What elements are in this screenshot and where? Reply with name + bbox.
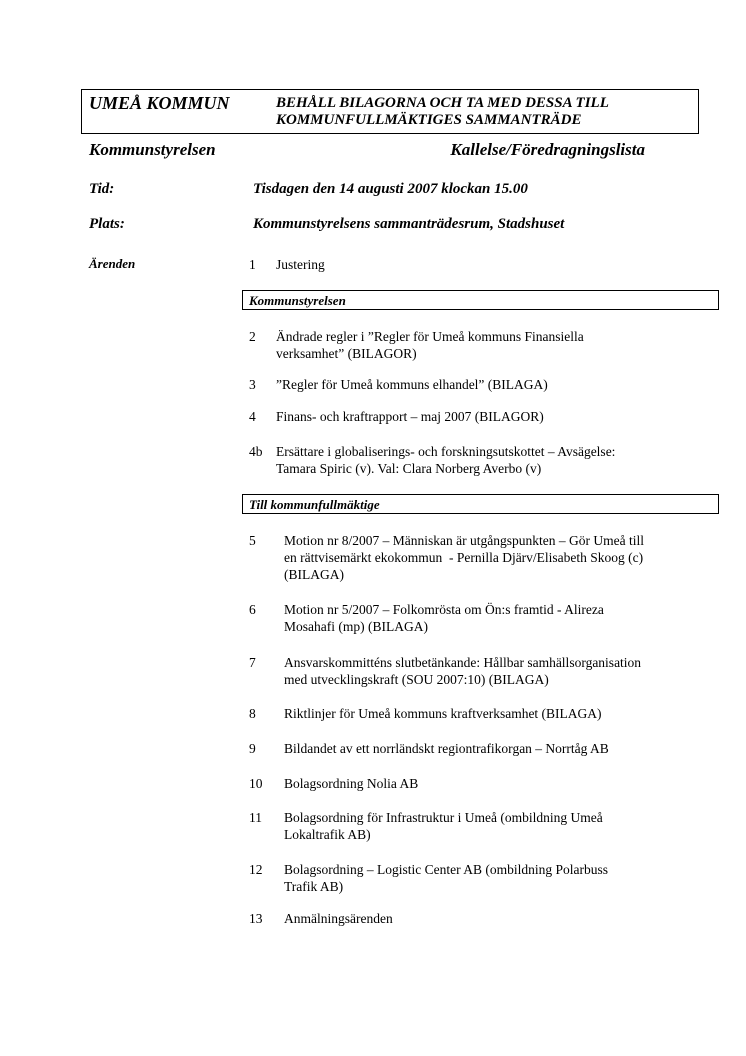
agenda-item-text (284, 809, 720, 843)
agenda-item-number: 8 (249, 706, 256, 721)
agenda-item-line: Mosahafi (mp) (BILAGA) (284, 619, 428, 634)
agenda-item-line: Finans- och kraftrapport – maj 2007 (BILAGOR) (276, 409, 544, 424)
agenda-item-text (276, 408, 720, 425)
agenda-item-line: Motion nr 5/2007 – Folkomrösta om Ön:s framtid - Alireza (284, 602, 604, 617)
agenda-item-line: Bolagsordning Nolia AB (284, 776, 419, 791)
agenda-item-number: 1 (249, 257, 256, 272)
agenda-item-number: 6 (249, 602, 256, 617)
section-header: Kommunstyrelsen (242, 290, 719, 310)
place-value: Kommunstyrelsens sammanträdesrum, Stadshuset (253, 216, 565, 232)
agenda-item-text (284, 601, 720, 635)
agenda-item-line: Bolagsordning – Logistic Center AB (ombildning Polarbuss (284, 862, 608, 877)
time-label: Tid: (89, 181, 115, 197)
agenda-item-line: Tamara Spiric (v). Val: Clara Norberg Averbo (v) (276, 461, 542, 476)
agenda-item-text (284, 910, 720, 927)
notice-line-1: BEHÅLL BILAGORNA OCH TA MED DESSA TILL (276, 95, 609, 111)
agenda-item-line: Lokaltrafik AB) (284, 827, 371, 842)
agenda-item-number: 11 (249, 810, 262, 825)
agenda-item-text (276, 376, 720, 393)
time-value: Tisdagen den 14 augusti 2007 klockan 15.00 (253, 181, 528, 197)
agenda-item-number: 7 (249, 655, 256, 670)
agenda-item-line: Ändrade regler i ”Regler för Umeå kommuns Finansiella (276, 329, 584, 344)
section-header: Till kommunfullmäktige (242, 494, 719, 514)
agenda-item-text (276, 443, 720, 477)
agenda-item-number: 5 (249, 533, 256, 548)
agenda-item-line: en rättvisemärkt ekokommun - Pernilla Djärv/Elisabeth Skoog (c) (284, 550, 644, 565)
agenda-item-line: Bolagsordning för Infrastruktur i Umeå (ombildning Umeå (284, 810, 603, 825)
agenda-item-line: Justering (276, 257, 325, 272)
agenda-item-line: Anmälningsärenden (284, 911, 393, 926)
agenda-item-number: 13 (249, 911, 263, 926)
agenda-item-line: Riktlinjer för Umeå kommuns kraftverksamhet (BILAGA) (284, 706, 602, 721)
organization-name: UMEÅ KOMMUN (89, 93, 230, 113)
agenda-item-text (284, 861, 720, 895)
agenda-item-line: Ersättare i globaliserings- och forskningsutskottet – Avsägelse: (276, 444, 616, 459)
agenda-item-number: 4 (249, 409, 256, 424)
agenda-item-text (276, 256, 720, 273)
agenda-item-line: Ansvarskommitténs slutbetänkande: Hållbar samhällsorganisation (284, 655, 642, 670)
agenda-item-text (284, 775, 720, 792)
agenda-item-line: Motion nr 8/2007 – Människan är utgångspunkten – Gör Umeå till (284, 533, 644, 548)
agenda-item-line: ”Regler för Umeå kommuns elhandel” (BILAGA) (276, 377, 548, 392)
attachment-notice (276, 95, 686, 129)
agenda-item-line: Trafik AB) (284, 879, 344, 894)
agenda-item-number: 4b (249, 444, 263, 459)
agenda-item-number: 12 (249, 862, 263, 877)
agenda-item-number: 10 (249, 776, 263, 791)
agenda-label: Ärenden (89, 256, 136, 271)
agenda-item-number: 3 (249, 377, 256, 392)
department-name: Kommunstyrelsen (89, 140, 216, 159)
place-label: Plats: (89, 216, 125, 232)
agenda-item-number: 9 (249, 741, 256, 756)
agenda-item-text (284, 654, 720, 688)
agenda-item-text (284, 532, 720, 583)
notice-line-2: KOMMUNFULLMÄKTIGES SAMMANTRÄDE (276, 112, 582, 128)
agenda-item-text (284, 705, 720, 722)
agenda-item-number: 2 (249, 329, 256, 344)
agenda-item-line: Bildandet av ett norrländskt regiontrafikorgan – Norrtåg AB (284, 741, 609, 756)
agenda-item-line: (BILAGA) (284, 567, 344, 582)
agenda-item-line: med utvecklingskraft (SOU 2007:10) (BILAGA) (284, 672, 549, 687)
document-type: Kallelse/Föredragningslista (450, 140, 645, 159)
agenda-item-text (284, 740, 720, 757)
agenda-item-line: verksamhet” (BILAGOR) (276, 346, 417, 361)
agenda-item-text (276, 328, 720, 362)
